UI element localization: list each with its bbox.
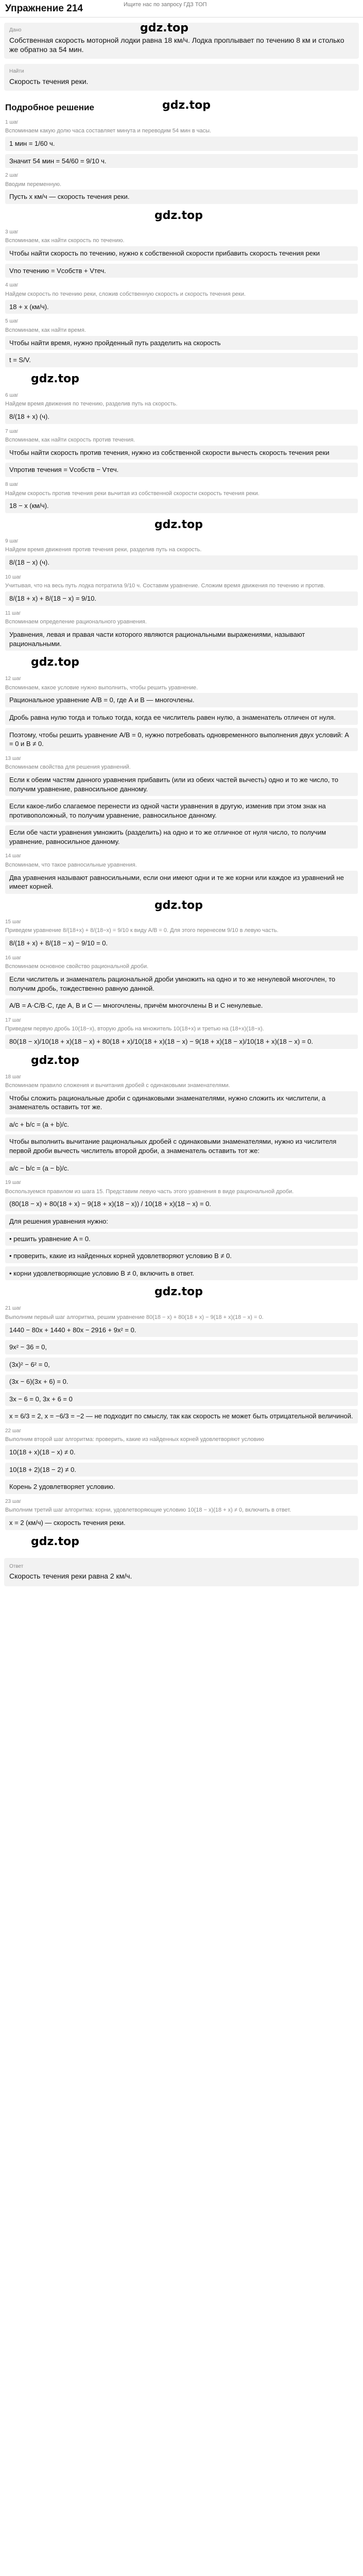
step-note: Вспоминаем какую долю часа составляет минута и переводим 54 мин в часы. [5, 128, 212, 134]
step-line: Рациональное уравнение A/B = 0, где A и B — многочлены. [5, 693, 358, 707]
step-label: 22 шаг [5, 1428, 22, 1434]
step-note: Выполним третий шаг алгоритма: корни, удовлетворяющие условию 10(18 − x)(18 + x) ≠ 0, включить в ответ. [5, 1507, 291, 1514]
step-line: Чтобы найти время, нужно пройденный путь разделить на скорость [5, 336, 358, 350]
watermark: gdz.top [154, 899, 203, 912]
step-label: 7 шаг [5, 428, 19, 434]
header-bar [0, 0, 363, 18]
step-line: (3x − 6)(3x + 6) = 0. [5, 1375, 358, 1389]
step-line: Для решения уравнения нужно: [5, 1214, 358, 1229]
step-label: 23 шаг [5, 1498, 22, 1504]
step-label: 6 шаг [5, 392, 19, 398]
watermark: gdz.top [31, 656, 80, 669]
step-line: x = 6/3 = 2, x = −6/3 = −2 — не подходит по смыслу, так как скорость не может быть отрицательной величиной. [5, 1409, 358, 1423]
answer-label: Ответ [9, 1563, 24, 1569]
step-label: 16 шаг [5, 955, 22, 961]
watermark: gdz.top [162, 99, 211, 112]
question-box [4, 64, 359, 90]
step-line: t = S/V. [5, 353, 358, 367]
solution-step [5, 675, 358, 751]
solution-step [5, 919, 358, 951]
step-line: x = 2 (км/ч) — скорость течения реки. [5, 1516, 358, 1530]
step-note: Вводим переменную. [5, 181, 62, 188]
solution-step [5, 1305, 358, 1423]
solution-step [5, 1428, 358, 1494]
step-note: Выполним второй шаг алгоритма: проверить, какие из найденных корней удовлетворяют условию [5, 1436, 264, 1443]
step-label: 12 шаг [5, 676, 22, 682]
step-line: 10(18 + x)(18 − x) ≠ 0. [5, 1445, 358, 1460]
step-line: a/c − b/c = (a − b)/c. [5, 1161, 358, 1176]
step-label: 15 шаг [5, 919, 22, 925]
step-label: 14 шаг [5, 853, 22, 859]
step-line: Два уравнения называют равносильными, если они имеют одни и те же корни или каждое из уравнений не имеет корней. [5, 871, 358, 894]
step-line: 1440 − 80x + 1440 + 80x − 2916 + 9x² = 0. [5, 1323, 358, 1337]
watermark: gdz.top [154, 518, 203, 531]
solution-step [5, 955, 358, 1013]
condition-label: Дано [9, 27, 22, 33]
answer-text: Скорость течения реки равна 2 км/ч. [9, 1572, 132, 1581]
step-note: Вспоминаем определение рационального уравнения. [5, 619, 147, 625]
step-line: Поэтому, чтобы решить уравнение A/B = 0, нужно потребовать одновременного выполнения двух условий: A = 0 и B ≠ 0. [5, 728, 358, 751]
answer-box [4, 1558, 359, 1586]
step-note: Вспоминаем правило сложения и вычитания дробей с одинаковыми знаменателями. [5, 1082, 230, 1089]
step-line: a/c + b/c = (a + b)/c. [5, 1117, 358, 1132]
step-line: 10(18 + 2)(18 − 2) ≠ 0. [5, 1463, 358, 1477]
step-label: 9 шаг [5, 538, 19, 544]
solution-step [5, 282, 358, 314]
solution-step [5, 1498, 358, 1530]
solution-step [5, 318, 358, 367]
step-label: 21 шаг [5, 1306, 22, 1312]
step-note: Найдем скорость по течению реки, сложив собственную скорость и скорость течения реки. [5, 291, 246, 297]
solution-step [5, 574, 358, 606]
solution-step [5, 755, 358, 849]
step-line: 8/(18 + x) (ч). [5, 410, 358, 424]
step-line: 18 + x (км/ч). [5, 300, 358, 314]
step-line: (80(18 − x) + 80(18 + x) − 9(18 + x)(18 − x)) / 10(18 + x)(18 − x) = 0. [5, 1197, 358, 1211]
step-line: 18 − x (км/ч). [5, 499, 358, 513]
step-label: 19 шаг [5, 1180, 22, 1186]
watermark: gdz.top [31, 1054, 80, 1067]
solution-title: Подробное решение [5, 102, 94, 112]
step-line: Vпо течению = Vсобств + Vтеч. [5, 264, 358, 278]
step-note: Найдем скорость против течения реки вычитая из собственной скорости скорость течения реки. [5, 490, 260, 497]
solution-step [5, 119, 358, 168]
step-note: Вспоминаем, как найти скорость по течению. [5, 238, 125, 244]
step-line: • корни удовлетворяющие условию B ≠ 0, включить в ответ. [5, 1266, 358, 1281]
solution-step [5, 1179, 358, 1228]
watermark: gdz.top [140, 22, 189, 35]
step-line: Пусть x км/ч — скорость течения реки. [5, 190, 358, 204]
question-text: Скорость течения реки. [9, 77, 89, 86]
steps-list [0, 119, 363, 1551]
step-line: Если числитель и знаменатель рациональной дроби умножить на одно и то же ненулевой многочлен, то получим дробь, тождественно равную данной. [5, 972, 358, 995]
watermark: gdz.top [31, 1535, 80, 1548]
solution-step [5, 610, 358, 651]
watermark: gdz.top [31, 372, 80, 385]
step-note: Вспоминаем основное свойство рациональной дроби. [5, 963, 149, 970]
search-hint: Ищите нас по запросу ГДЗ ТОП [124, 2, 207, 8]
solution-step [5, 853, 358, 893]
step-line: Чтобы найти скорость по течению, нужно к собственной скорости прибавить скорость течения реки [5, 246, 358, 261]
step-line: Чтобы сложить рациональные дроби с одинаковыми знаменателями, нужно сложить их числители, а знаменатель оставить тот же. [5, 1091, 358, 1114]
solution-step [5, 1232, 358, 1281]
step-label: 18 шаг [5, 1074, 22, 1080]
step-note: Учитывая, что на весь путь лодка потратила 9/10 ч. Составим уравнение. Сложим время движения по течению и против. [5, 583, 325, 589]
step-line: Чтобы выполнить вычитание рациональных дробей с одинаковыми знаменателями, нужно из числителя первой дроби вычесть числитель второй дроби, а знаменатель оставить тот же: [5, 1134, 358, 1158]
condition-text: Собственная скорость моторной лодки равна 18 км/ч. Лодка проплывает по течению 8 км и столько же обратно за 54 мин. [9, 36, 344, 54]
solution-step [5, 1017, 358, 1049]
step-label: 4 шаг [5, 282, 19, 289]
solution-step [5, 428, 358, 477]
step-label: 2 шаг [5, 173, 19, 179]
step-note: Вспоминаем, как найти скорость против течения. [5, 437, 135, 444]
step-line: 80(18 − x)/10(18 + x)(18 − x) + 80(18 + x)/10(18 + x)(18 − x) − 9(18 + x)(18 − x)/10(18 + x)(18 − x) = 0. [5, 1035, 358, 1049]
step-label: 17 шаг [5, 1017, 22, 1023]
step-line: Значит 54 мин = 54/60 = 9/10 ч. [5, 154, 358, 168]
solution-step [5, 1074, 358, 1176]
step-line: 8/(18 + x) + 8/(18 − x) − 9/10 = 0. [5, 936, 358, 951]
step-line: Уравнения, левая и правая части которого являются рациональными выражениями, называют рациональными. [5, 628, 358, 651]
watermark: gdz.top [154, 209, 203, 222]
page-title: Упражнение 214 [5, 3, 83, 14]
step-note: Воспользуемся правилом из шага 15. Представим левую часть этого уравнения в виде рациональной дроби. [5, 1188, 294, 1195]
solution-step [5, 538, 358, 570]
solution-step [5, 481, 358, 513]
step-label: 13 шаг [5, 755, 22, 761]
step-note: Выполним первый шаг алгоритма, решим уравнение 80(18 − x) + 80(18 + x) − 9(18 + x)(18 − x) = 0. [5, 1314, 264, 1320]
step-note: Найдем время движения против течения реки, разделив путь на скорость. [5, 547, 202, 553]
step-note: Вспоминаем, как найти время. [5, 327, 86, 333]
step-label: 3 шаг [5, 229, 19, 235]
step-line: Чтобы найти скорость против течения, нужно из собственной скорости вычесть скорость течения реки [5, 446, 358, 460]
solution-step [5, 172, 358, 204]
step-line: Если какое-либо слагаемое перенести из одной части уравнения в другую, изменив при этом знак на противоположный, то получим уравнение, равносильное данному. [5, 799, 358, 822]
step-line: • решить уравнение A = 0. [5, 1232, 358, 1246]
step-line: A/B = A·C/B·C, где A, B и C — многочлены, причём многочлены B и C ненулевые. [5, 998, 358, 1013]
step-line: Если к обеим частям данного уравнения прибавить (или из обеих частей вычесть) одно и то же число, то получим уравнение, равносильное данному. [5, 773, 358, 796]
question-label: Найти [9, 69, 24, 75]
step-label: 8 шаг [5, 482, 19, 488]
step-note: Приведем уравнение 8/(18+x) + 8/(18−x) = 9/10 к виду A/B = 0. Для этого перенесем 9/10 в левую часть. [5, 927, 279, 934]
watermark: gdz.top [154, 1285, 203, 1299]
step-line: Vпротив течения = Vсобств − Vтеч. [5, 463, 358, 477]
step-note: Вспоминаем, что такое равносильные уравнения. [5, 861, 137, 868]
step-note: Найдем время движения по течению, разделив путь на скорость. [5, 401, 178, 408]
solution-step [5, 392, 358, 424]
step-note: Приведем первую дробь 10(18−x), вторую дробь на множитель 10(18+x) и третью на (18+x)(18−x). [5, 1026, 264, 1032]
step-line: • проверить, какие из найденных корней удовлетворяют условию B ≠ 0. [5, 1249, 358, 1263]
step-line: 8/(18 + x) + 8/(18 − x) = 9/10. [5, 591, 358, 606]
step-label: 10 шаг [5, 574, 22, 580]
step-line: Корень 2 удовлетворяет условию. [5, 1480, 358, 1494]
step-line: 3x − 6 = 0, 3x + 6 = 0 [5, 1392, 358, 1406]
step-line: 8/(18 − x) (ч). [5, 555, 358, 570]
step-line: (3x)² − 6² = 0, [5, 1358, 358, 1372]
step-line: 1 мин = 1/60 ч. [5, 137, 358, 151]
solution-step [5, 229, 358, 278]
step-label: 5 шаг [5, 318, 19, 325]
step-line: 9x² − 36 = 0, [5, 1340, 358, 1354]
step-label: 1 шаг [5, 119, 19, 125]
step-note: Вспоминаем, какое условие нужно выполнить, чтобы решить уравнение. [5, 684, 198, 691]
step-note: Вспоминаем свойства для решения уравнений. [5, 764, 131, 771]
step-line: Дробь равна нулю тогда и только тогда, когда ее числитель равен нулю, а знаменатель отличен от нуля. [5, 710, 358, 725]
step-label: 11 шаг [5, 610, 21, 616]
step-line: Если обе части уравнения умножить (разделить) на одно и то же отличное от нуля число, то получим уравнение, равносильное данному. [5, 825, 358, 849]
